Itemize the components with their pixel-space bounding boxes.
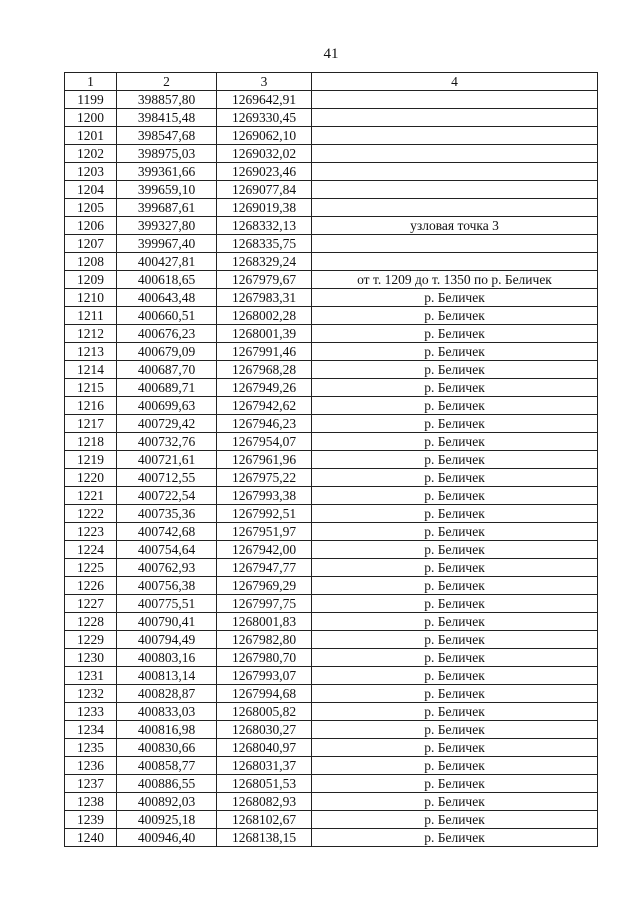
description-cell: р. Беличек	[312, 631, 598, 649]
y-coordinate-cell: 1267992,51	[217, 505, 312, 523]
y-coordinate-cell: 1268030,27	[217, 721, 312, 739]
y-coordinate-cell: 1267949,26	[217, 379, 312, 397]
x-coordinate-cell: 400742,68	[117, 523, 217, 541]
description-cell: р. Беличек	[312, 649, 598, 667]
y-coordinate-cell: 1269019,38	[217, 199, 312, 217]
x-coordinate-cell: 400828,87	[117, 685, 217, 703]
description-cell: от т. 1209 до т. 1350 по р. Беличек	[312, 271, 598, 289]
x-coordinate-cell: 400721,61	[117, 451, 217, 469]
y-coordinate-cell: 1269023,46	[217, 163, 312, 181]
point-number-cell: 1213	[65, 343, 117, 361]
point-number-cell: 1225	[65, 559, 117, 577]
x-coordinate-cell: 400679,09	[117, 343, 217, 361]
table-row	[65, 361, 598, 379]
table-row	[65, 145, 598, 163]
column-header-y-coordinate: 3	[217, 73, 312, 91]
point-number-cell: 1233	[65, 703, 117, 721]
table-row	[65, 559, 598, 577]
y-coordinate-cell: 1267969,29	[217, 577, 312, 595]
point-number-cell: 1203	[65, 163, 117, 181]
y-coordinate-cell: 1267954,07	[217, 433, 312, 451]
table-row	[65, 109, 598, 127]
description-cell: р. Беличек	[312, 397, 598, 415]
description-cell: р. Беличек	[312, 685, 598, 703]
x-coordinate-cell: 400790,41	[117, 613, 217, 631]
description-cell: р. Беличек	[312, 361, 598, 379]
description-cell	[312, 127, 598, 145]
table-row	[65, 91, 598, 109]
point-number-cell: 1222	[65, 505, 117, 523]
y-coordinate-cell: 1268051,53	[217, 775, 312, 793]
point-number-cell: 1232	[65, 685, 117, 703]
description-cell: р. Беличек	[312, 289, 598, 307]
table-row	[65, 289, 598, 307]
description-cell	[312, 253, 598, 271]
table-row	[65, 487, 598, 505]
table-row	[65, 343, 598, 361]
description-cell: р. Беличек	[312, 325, 598, 343]
y-coordinate-cell: 1267951,97	[217, 523, 312, 541]
point-number-cell: 1224	[65, 541, 117, 559]
table-row	[65, 379, 598, 397]
description-cell: р. Беличек	[312, 829, 598, 847]
point-number-cell: 1231	[65, 667, 117, 685]
point-number-cell: 1214	[65, 361, 117, 379]
description-cell	[312, 181, 598, 199]
x-coordinate-cell: 400858,77	[117, 757, 217, 775]
point-number-cell: 1219	[65, 451, 117, 469]
x-coordinate-cell: 400618,65	[117, 271, 217, 289]
table-row	[65, 685, 598, 703]
y-coordinate-cell: 1267942,00	[217, 541, 312, 559]
description-cell: р. Беличек	[312, 343, 598, 361]
point-number-cell: 1237	[65, 775, 117, 793]
table-row	[65, 217, 598, 235]
x-coordinate-cell: 400687,70	[117, 361, 217, 379]
description-cell: р. Беличек	[312, 595, 598, 613]
x-coordinate-cell: 400816,98	[117, 721, 217, 739]
y-coordinate-cell: 1267994,68	[217, 685, 312, 703]
table-row	[65, 829, 598, 847]
x-coordinate-cell: 399687,61	[117, 199, 217, 217]
y-coordinate-cell: 1269642,91	[217, 91, 312, 109]
point-number-cell: 1235	[65, 739, 117, 757]
description-cell	[312, 91, 598, 109]
y-coordinate-cell: 1267942,62	[217, 397, 312, 415]
description-cell: р. Беличек	[312, 505, 598, 523]
y-coordinate-cell: 1267982,80	[217, 631, 312, 649]
point-number-cell: 1204	[65, 181, 117, 199]
description-cell	[312, 145, 598, 163]
x-coordinate-cell: 399659,10	[117, 181, 217, 199]
x-coordinate-cell: 400712,55	[117, 469, 217, 487]
y-coordinate-cell: 1268031,37	[217, 757, 312, 775]
x-coordinate-cell: 399361,66	[117, 163, 217, 181]
table-row	[65, 235, 598, 253]
description-cell	[312, 199, 598, 217]
description-cell: р. Беличек	[312, 793, 598, 811]
y-coordinate-cell: 1267993,07	[217, 667, 312, 685]
point-number-cell: 1202	[65, 145, 117, 163]
point-number-cell: 1238	[65, 793, 117, 811]
point-number-cell: 1229	[65, 631, 117, 649]
description-cell: р. Беличек	[312, 703, 598, 721]
table-row	[65, 541, 598, 559]
point-number-cell: 1230	[65, 649, 117, 667]
table-row	[65, 307, 598, 325]
point-number-cell: 1239	[65, 811, 117, 829]
description-cell	[312, 163, 598, 181]
description-cell: р. Беличек	[312, 613, 598, 631]
x-coordinate-cell: 400775,51	[117, 595, 217, 613]
x-coordinate-cell: 398415,48	[117, 109, 217, 127]
table-row	[65, 793, 598, 811]
y-coordinate-cell: 1267980,70	[217, 649, 312, 667]
column-header-x-coordinate: 2	[117, 73, 217, 91]
x-coordinate-cell: 398975,03	[117, 145, 217, 163]
description-cell: р. Беличек	[312, 775, 598, 793]
x-coordinate-cell: 400925,18	[117, 811, 217, 829]
point-number-cell: 1216	[65, 397, 117, 415]
y-coordinate-cell: 1267968,28	[217, 361, 312, 379]
table-row	[65, 433, 598, 451]
x-coordinate-cell: 400833,03	[117, 703, 217, 721]
y-coordinate-cell: 1267975,22	[217, 469, 312, 487]
table-row	[65, 181, 598, 199]
x-coordinate-cell: 399327,80	[117, 217, 217, 235]
point-number-cell: 1234	[65, 721, 117, 739]
x-coordinate-cell: 398857,80	[117, 91, 217, 109]
y-coordinate-cell: 1268332,13	[217, 217, 312, 235]
point-number-cell: 1201	[65, 127, 117, 145]
description-cell	[312, 109, 598, 127]
table-row	[65, 505, 598, 523]
x-coordinate-cell: 400830,66	[117, 739, 217, 757]
x-coordinate-cell: 400729,42	[117, 415, 217, 433]
y-coordinate-cell: 1268138,15	[217, 829, 312, 847]
x-coordinate-cell: 400756,38	[117, 577, 217, 595]
point-number-cell: 1209	[65, 271, 117, 289]
point-number-cell: 1215	[65, 379, 117, 397]
table-row	[65, 325, 598, 343]
y-coordinate-cell: 1267993,38	[217, 487, 312, 505]
x-coordinate-cell: 400676,23	[117, 325, 217, 343]
point-number-cell: 1210	[65, 289, 117, 307]
table-row	[65, 811, 598, 829]
description-cell: р. Беличек	[312, 667, 598, 685]
description-cell: р. Беличек	[312, 739, 598, 757]
page-number: 41	[323, 46, 339, 62]
x-coordinate-cell: 400735,36	[117, 505, 217, 523]
table-row	[65, 757, 598, 775]
x-coordinate-cell: 400722,54	[117, 487, 217, 505]
y-coordinate-cell: 1268082,93	[217, 793, 312, 811]
point-number-cell: 1199	[65, 91, 117, 109]
table-row	[65, 649, 598, 667]
description-cell: р. Беличек	[312, 433, 598, 451]
description-cell: р. Беличек	[312, 415, 598, 433]
y-coordinate-cell: 1267947,77	[217, 559, 312, 577]
description-cell: р. Беличек	[312, 379, 598, 397]
point-number-cell: 1208	[65, 253, 117, 271]
point-number-cell: 1217	[65, 415, 117, 433]
point-number-cell: 1226	[65, 577, 117, 595]
point-number-cell: 1218	[65, 433, 117, 451]
description-cell: р. Беличек	[312, 577, 598, 595]
y-coordinate-cell: 1268001,39	[217, 325, 312, 343]
y-coordinate-cell: 1267979,67	[217, 271, 312, 289]
x-coordinate-cell: 398547,68	[117, 127, 217, 145]
y-coordinate-cell: 1267946,23	[217, 415, 312, 433]
description-cell: р. Беличек	[312, 523, 598, 541]
table-row	[65, 775, 598, 793]
x-coordinate-cell: 400643,48	[117, 289, 217, 307]
x-coordinate-cell: 400794,49	[117, 631, 217, 649]
x-coordinate-cell: 400699,63	[117, 397, 217, 415]
table-row	[65, 631, 598, 649]
point-number-cell: 1212	[65, 325, 117, 343]
table-row	[65, 451, 598, 469]
y-coordinate-cell: 1268040,97	[217, 739, 312, 757]
table-header-row	[65, 73, 598, 91]
description-cell: р. Беличек	[312, 451, 598, 469]
table-row	[65, 469, 598, 487]
description-cell: р. Беличек	[312, 307, 598, 325]
y-coordinate-cell: 1268335,75	[217, 235, 312, 253]
column-header-description: 4	[312, 73, 598, 91]
point-number-cell: 1206	[65, 217, 117, 235]
point-number-cell: 1211	[65, 307, 117, 325]
table-row	[65, 415, 598, 433]
y-coordinate-cell: 1268001,83	[217, 613, 312, 631]
description-cell: р. Беличек	[312, 811, 598, 829]
x-coordinate-cell: 400886,55	[117, 775, 217, 793]
description-cell: р. Беличек	[312, 757, 598, 775]
table-row	[65, 253, 598, 271]
y-coordinate-cell: 1267983,31	[217, 289, 312, 307]
y-coordinate-cell: 1267997,75	[217, 595, 312, 613]
point-number-cell: 1240	[65, 829, 117, 847]
x-coordinate-cell: 400754,64	[117, 541, 217, 559]
table-row	[65, 271, 598, 289]
x-coordinate-cell: 400427,81	[117, 253, 217, 271]
table-row	[65, 721, 598, 739]
x-coordinate-cell: 400892,03	[117, 793, 217, 811]
table-row	[65, 127, 598, 145]
table-row	[65, 199, 598, 217]
y-coordinate-cell: 1269077,84	[217, 181, 312, 199]
point-number-cell: 1223	[65, 523, 117, 541]
x-coordinate-cell: 400946,40	[117, 829, 217, 847]
table-row	[65, 523, 598, 541]
y-coordinate-cell: 1268329,24	[217, 253, 312, 271]
table-row	[65, 739, 598, 757]
x-coordinate-cell: 400803,16	[117, 649, 217, 667]
y-coordinate-cell: 1269330,45	[217, 109, 312, 127]
y-coordinate-cell: 1269062,10	[217, 127, 312, 145]
x-coordinate-cell: 400762,93	[117, 559, 217, 577]
description-cell: р. Беличек	[312, 541, 598, 559]
y-coordinate-cell: 1268002,28	[217, 307, 312, 325]
column-header-point-number: 1	[65, 73, 117, 91]
description-cell	[312, 235, 598, 253]
point-number-cell: 1200	[65, 109, 117, 127]
y-coordinate-cell: 1269032,02	[217, 145, 312, 163]
table-row	[65, 613, 598, 631]
point-number-cell: 1207	[65, 235, 117, 253]
coordinates-table	[64, 72, 598, 847]
description-cell: р. Беличек	[312, 721, 598, 739]
description-cell: р. Беличек	[312, 469, 598, 487]
point-number-cell: 1220	[65, 469, 117, 487]
point-number-cell: 1236	[65, 757, 117, 775]
y-coordinate-cell: 1267961,96	[217, 451, 312, 469]
point-number-cell: 1221	[65, 487, 117, 505]
x-coordinate-cell: 400813,14	[117, 667, 217, 685]
y-coordinate-cell: 1267991,46	[217, 343, 312, 361]
table-row	[65, 397, 598, 415]
table-body	[65, 91, 598, 847]
description-cell: узловая точка 3	[312, 217, 598, 235]
y-coordinate-cell: 1268005,82	[217, 703, 312, 721]
point-number-cell: 1205	[65, 199, 117, 217]
point-number-cell: 1228	[65, 613, 117, 631]
table-row	[65, 595, 598, 613]
table-row	[65, 667, 598, 685]
description-cell: р. Беличек	[312, 487, 598, 505]
x-coordinate-cell: 400689,71	[117, 379, 217, 397]
point-number-cell: 1227	[65, 595, 117, 613]
x-coordinate-cell: 400732,76	[117, 433, 217, 451]
x-coordinate-cell: 399967,40	[117, 235, 217, 253]
x-coordinate-cell: 400660,51	[117, 307, 217, 325]
table-row	[65, 163, 598, 181]
y-coordinate-cell: 1268102,67	[217, 811, 312, 829]
description-cell: р. Беличек	[312, 559, 598, 577]
table-row	[65, 703, 598, 721]
table-row	[65, 577, 598, 595]
